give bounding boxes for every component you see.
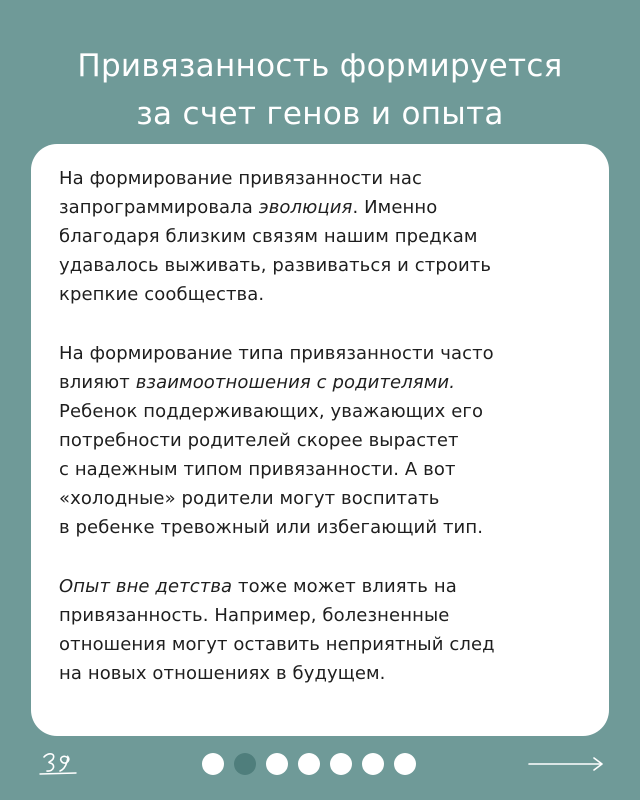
page-dot[interactable] [394, 753, 416, 775]
text-line: привязанность. Например, болезненные [59, 605, 450, 626]
page-dot[interactable] [330, 753, 352, 775]
title-line-2: за счет генов и опыта [136, 96, 504, 132]
text-line: На формирование типа привязанности часто [59, 343, 494, 364]
pagination-dots [202, 753, 416, 775]
text-line: Опыт вне детства тоже может влиять на [59, 576, 457, 597]
page-dot[interactable] [202, 753, 224, 775]
text-line: с надежным типом привязанности. А вот [59, 459, 456, 480]
text-line: На формирование привязанности нас [59, 168, 423, 189]
page-dot[interactable] [298, 753, 320, 775]
emphasis: Опыт вне детства [59, 576, 233, 597]
title-line-1: Привязанность формируется [77, 48, 563, 84]
text-line: удавалось выживать, развиваться и строить [59, 255, 492, 276]
emphasis: взаимоотношения с родителями. [135, 372, 456, 393]
page-dot[interactable] [266, 753, 288, 775]
page-dot[interactable] [362, 753, 384, 775]
text-line: отношения могут оставить неприятный след [59, 634, 495, 655]
paragraph-1 [59, 164, 589, 309]
text-line: Ребенок поддерживающих, уважающих его [59, 401, 484, 422]
text-line: благодаря близким связям нашим предкам [59, 226, 478, 247]
signature-logo-icon [38, 748, 78, 778]
text-line: потребности родителей скорее вырастет [59, 430, 459, 451]
text-line: на новых отношениях в будущем. [59, 663, 386, 684]
text-line: крепкие сообщества. [59, 284, 265, 305]
content-card [31, 144, 609, 736]
text-line: запрограммировала эволюция. Именно [59, 197, 438, 218]
page-title [0, 42, 640, 138]
text-line: в ребенке тревожный или избегающий тип. [59, 517, 484, 538]
paragraph-3 [59, 572, 589, 688]
card-text [59, 164, 589, 688]
text-line: «холодные» родители могут воспитать [59, 488, 440, 509]
paragraph-2 [59, 339, 589, 542]
emphasis: эволюция [258, 197, 353, 218]
arrow-right-icon[interactable] [528, 756, 604, 772]
page-dot-active[interactable] [234, 753, 256, 775]
text-line: влияют взаимоотношения с родителями. [59, 372, 456, 393]
